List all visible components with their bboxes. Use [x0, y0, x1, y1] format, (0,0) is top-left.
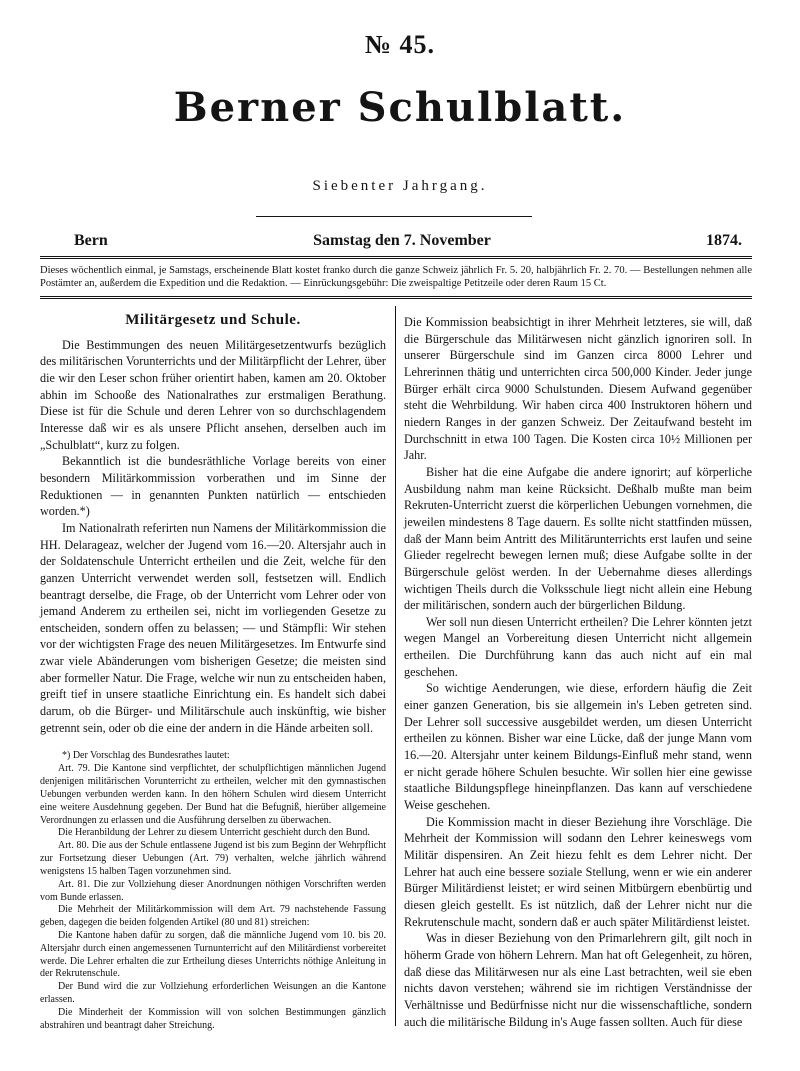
newspaper-title: Berner Schulblatt. [173, 84, 627, 131]
paragraph: Bisher hat die eine Aufgabe die andere ignorirt; auf körperliche Ausbildung nahm man keine Rücksicht. Deßhalb mußte man beim Rekruten-Unterricht zuerst die körperlichen Uebungen vornehmen, die jeweilen mindestens 8 Tage dauern. Es sollte nicht stattfinden müssen, daß der Mann beim Antritt des Militärunterrichts erst laufen und seine Glieder regelrecht bewegen lernen muß; diese Aufgabe sollte in der Bürgerschule gelöst werden. In der Uebernahme dieses allerdings wichtigen Theils durch die Volksschule liegt nicht allein eine Hebung der militärischen, sondern auch der bürgerlichen Bildung. [404, 464, 752, 613]
paragraph: So wichtige Aenderungen, wie diese, erfordern häufig die Zeit einer ganzen Generation, bis sie allgemein in's Leben getreten sind. Der Lehrer soll successive ausgebildet werden, um diesen Unterricht ertheilen zu können. Bisher war eine Lücke, daß der junge Mann vom 16.—20. Altersjahr unter keinem Bildungs-Einfluß mehr stand, wenn er nicht gerade höhere Schulen besuchte. Wir sollen hier eine gewisse staatliche Bildungspflege hineinpflanzen. Das kann auf verschiedene Weise geschehen. [404, 681, 752, 813]
masthead-rule [256, 216, 532, 217]
paragraph: Im Nationalrath referirten nun Namens der Militärkommission die HH. Delarageaz, welcher der Jugend vom 16.—20. Altersjahr auch in der Soldatenschule Unterricht ertheilen und die Zeit, welche für den ganzen Unterricht verwendet werden soll, festsetzen will. Endlich beantragt derselbe, die Frage, ob der Unterricht vom Lehrer oder von jemand Anderem zu ertheilen sei, nicht im vorliegenden Gesetze zu entscheiden, sondern offen zu belassen; — und Stämpfli: Wir stehen vor der wichtigsten Frage des neuen Militärgesetzes. Im Entwurfe sind zwar viele Abänderungen vom bisherigen Gesetze; die meisten sind aber formeller Natur. Die Frage, welche wir nun zu entscheiden haben, greift tief in unsere staatliche Einrichtung ein. Es handelt sich dabei darum, ob die Bürger- und Militärschule auch inskünftig, wie bisher getrennt sein, oder ob die eine der andern in die Hände arbeiten soll. [40, 520, 386, 735]
issue-number: № 45. [364, 30, 436, 59]
dateline-date: Samstag den 7. November [313, 232, 491, 249]
paragraph: Die Bestimmungen des neuen Militärgesetzentwurfs bezüglich des militärischen Vorunterrichts und der Militärpflicht der Lehrer, über die wir den Leser schon früher orientirt haben, kamen am 20. Oktober abhin im Schooße des Nationalrathes zur erstmaligen Berathung. Diese ist für die Schule und deren Lehrer von so durchschlagendem Interesse daß wir es als unsere Pflicht ansehen, derselben auch im „Schulblatt“, kurz zu folgen. [40, 337, 386, 452]
paragraph: Bekanntlich ist die bundesräthliche Vorlage bereits von einer besondern Militärkommission vorberathen und im Sinne der Reduktionen — in genannten Punkten natürlich — entschieden worden.*) [40, 454, 386, 519]
paragraph: Was in dieser Beziehung von den Primarlehrern gilt, gilt noch in höherm Grade von höhern Lehrern. Man hat oft Gelegenheit, zu hören, daß diese das Militärwesen nur als eine Last betrachten, weil sie eben nichts davon verstehen; während sie im richtigen Verständnisse der Verhältnisse und Bedürfnisse nicht nur die wissenschaftliche, sondern auch die militärische Bildung in's Auge fassen sollten. Auch für diese [404, 931, 752, 1029]
paragraph: Die Kommission macht in dieser Beziehung ihre Vorschläge. Die Mehrheit der Kommission will sodann den Lehrer keineswegs vom Militär dispensiren. An Zeit hiezu fehlt es dem Lehrer nicht. Der Lehrer hat auch eine bessere soziale Stellung, wenn er wie ein anderer Bürger Militärdienst leistet; er wird seinen Mitbürgern ebenbürtig und diesen gleich gestellt. Es ist nützlich, daß der Lehrer nicht nur die Rekrutenschule macht, sondern daß er auch später Militärdienst leistet. [404, 814, 752, 929]
paragraph: Die Kommission beabsichtigt in ihrer Mehrheit letzteres, sie will, daß die Bürgerschule das Militärwesen nicht gänzlich ignoriren soll. In unserer Bürgerschule sind im Ganzen circa 8000 Lehrer und Lehrerinnen thätig und unterrichten circa 500,000 Kinder. Jeder junge Bürger erhält circa 9000 Schulstunden. Diesem Aufwand gegenüber steht die Wehrbildung. Wir haben circa 400 Instruktoren höhern und niedern Ranges in der ganzen Schweiz. Der Zeitaufwand besteht im Durchschnitt in etwa 100 Tagen. Die Kosten circa 10½ Millionen per Jahr. [404, 315, 752, 463]
footnote-line: Der Bund wird die zur Vollziehung erforderlichen Weisungen an die Kantone erlassen. [40, 981, 386, 1006]
footnote-line: *) Der Vorschlag des Bundesrathes lautet: [62, 750, 230, 762]
footnote-line: Die Heranbildung der Lehrer zu diesem Unterricht geschieht durch den Bund. [58, 827, 370, 839]
paragraph: Wer soll nun diesen Unterricht ertheilen? Die Lehrer könnten jetzt wegen Mangel an Vorbereitung diesen Unterricht nicht allgemein ertheilen. Die Durchführung kann das auch nicht auf ein mal geschehen. [404, 614, 752, 679]
footnote-line: Die Minderheit der Kommission will von solchen Bestimmungen gänzlich abstrahiren und beantragt daher Streichung. [40, 1006, 386, 1031]
rule-above-notice [40, 256, 752, 259]
footnote-line: Art. 79. Die Kantone sind verpflichtet, der schulpflichtigen männlichen Jugend denjenigen militärischen Vorunterricht zu ertheilen, welcher mit den gymnastischen Uebungen verbunden werden kann. In den höhern Schulen wird diesem Unterricht eine weitere Ausdehnung gegeben. Der Bund hat die Befugniß, hierüber allgemeine Verordnungen zu erlassen und die Ausführung derselben zu überwachen. [40, 763, 386, 826]
subscription-notice: Dieses wöchentlich einmal, je Samstags, erscheinende Blatt kostet franko durch die ganze Schweiz jährlich Fr. 5. 20, halbjährlich Fr. 2. 70. — Bestellungen nehmen alle Postämter an, außerdem die Expedition und die Redaktion. — Einrückungsgebühr: Die zweispaltige Petitzeile oder deren Raum 15 Ct. [40, 265, 752, 289]
dateline-place: Bern [74, 232, 108, 249]
right-column [404, 314, 752, 1030]
column-divider [395, 306, 396, 1026]
footnote-line: Die Mehrheit der Militärkommission will dem Art. 79 nachstehende Fassung geben, dagegen die beiden folgenden Artikel (80 und 81) streichen: [40, 904, 386, 929]
rule-below-notice [40, 296, 752, 299]
footnote-line: Art. 81. Die zur Vollziehung dieser Anordnungen nöthigen Vorschriften werden vom Bunde erlassen. [40, 878, 386, 903]
footnote-line: Die Kantone haben dafür zu sorgen, daß die männliche Jugend vom 10. bis 20. Altersjahr durch einen angemessenen Turnunterricht auf den Militärdienst vorbereitet werde. Die Lehrer erhalten die zur Ertheilung dieses Unterrichts nöthige Anleitung in der Rekrutenschule. [40, 930, 386, 980]
footnote-line: Art. 80. Die aus der Schule entlassene Jugend ist bis zum Beginn der Wehrpflicht zur Fortsetzung dieser Uebungen (Art. 79) verhalten, welche jährlich während wenigstens 15 halben Tagen vorzunehmen sind. [40, 840, 386, 877]
article-title: Militärgesetz und Schule. [125, 312, 301, 328]
volume-line: Siebenter Jahrgang. [312, 178, 488, 194]
left-column [40, 310, 386, 1033]
footnote [40, 750, 386, 1032]
dateline-year: 1874. [706, 232, 742, 249]
